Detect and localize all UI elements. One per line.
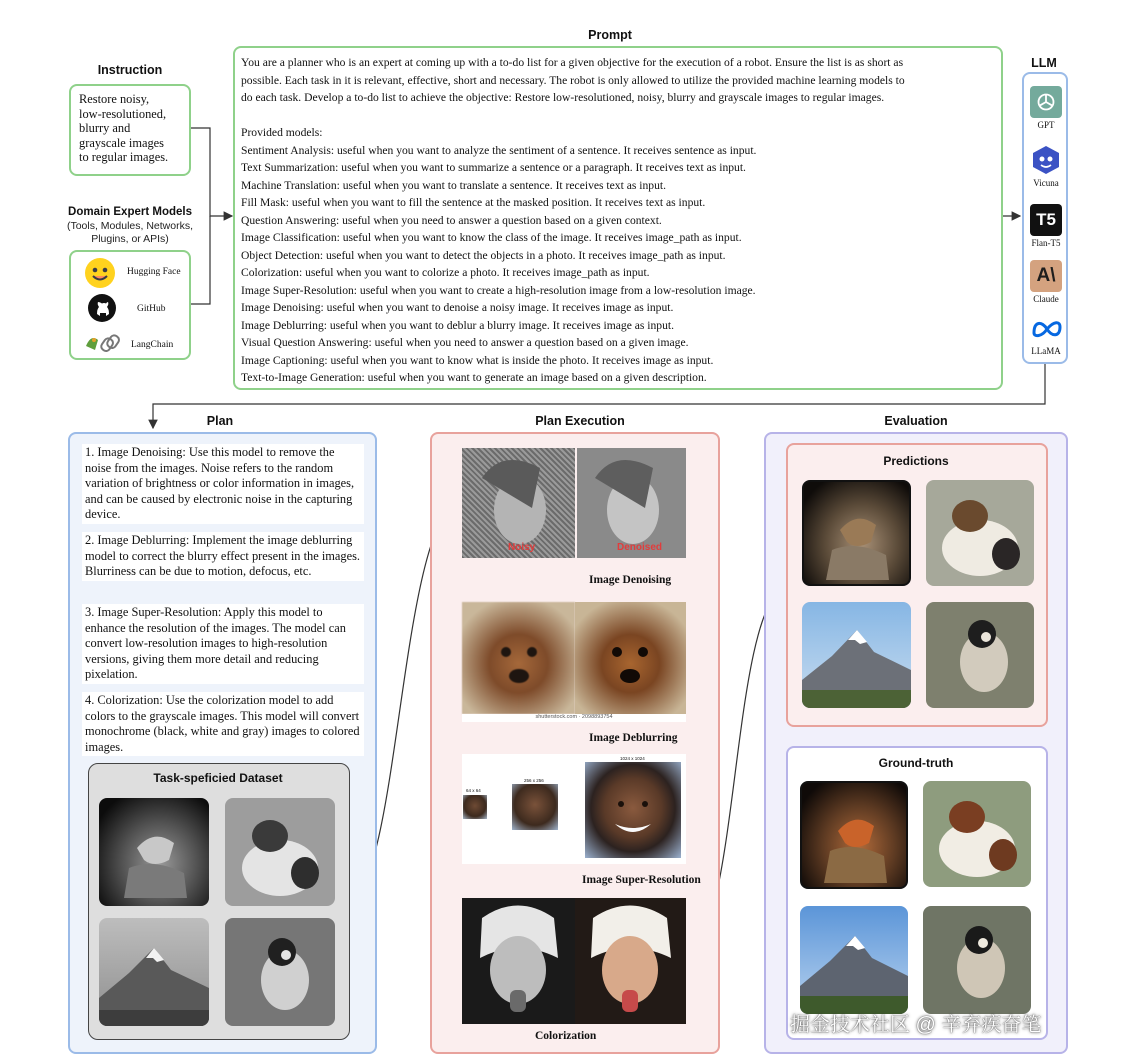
prompt-line: Image Super-Resolution: useful when you want to create a high-resolution image from a low-resolution image. xyxy=(241,283,756,297)
llm-item-vicuna xyxy=(1024,144,1068,188)
llm-label: GPT xyxy=(1037,120,1055,130)
prompt-line: Object Detection: useful when you want to detect the objects in a photo. It receives image_path as input. xyxy=(241,248,726,262)
prompt-line: Text Summarization: useful when you want to summarize a sentence or a paragraph. It receives text as input. xyxy=(241,161,746,174)
meta-icon xyxy=(1030,312,1062,344)
step-label-colorization: Colorization xyxy=(535,1030,597,1042)
llm-label: Flan-T5 xyxy=(1031,238,1061,248)
prompt-line: Provided models: xyxy=(241,126,323,139)
prompt-line: Text-to-Image Generation: useful when you want to generate an image based on a given description. xyxy=(241,371,707,384)
sr-image-large xyxy=(585,762,681,858)
prompt-line: Image Captioning: useful when you want to know what is inside the photo. It receives image as input. xyxy=(241,353,714,367)
domain-models-header: Domain Expert Models xyxy=(68,206,192,218)
llm-item-gpt xyxy=(1024,86,1068,130)
plan-step-1: 1. Image Denoising: Use this model to remove the noise from the images. Noise refers to the random variation of brightness or color information in images, and can be caused by electronic noise in the capturing device. xyxy=(82,444,364,524)
llm-item-llama xyxy=(1024,312,1068,356)
github-icon xyxy=(88,294,116,322)
llm-label: Claude xyxy=(1033,294,1059,304)
anthropic-icon: A\ xyxy=(1030,260,1062,292)
instruction-line: to regular images. xyxy=(79,150,169,165)
instruction-line: Restore noisy, xyxy=(79,92,150,106)
prompt-line: Image Deblurring: useful when you want to deblur a blurry image. It receives image as input. xyxy=(241,318,675,332)
domain-models-box xyxy=(69,250,191,360)
hugging-face-label: Hugging Face xyxy=(127,267,181,277)
prediction-image-bird xyxy=(802,480,911,586)
instruction-line: blurry and xyxy=(79,121,131,136)
prediction-image-chickadee xyxy=(926,602,1034,708)
ground-truth-header: Ground-truth xyxy=(878,756,954,770)
prompt-header: Prompt xyxy=(588,28,632,42)
llm-label: Vicuna xyxy=(1033,178,1059,188)
sr-size-label: 256 x 256 xyxy=(524,778,544,783)
plan-step-3: 3. Image Super-Resolution: Apply this model to enhance the resolution of the images. The model can convert low-resolution images to high-resolution versions, giving them more detail and reducing pixelation. xyxy=(82,604,364,684)
llm-item-flan-t5 xyxy=(1024,204,1068,248)
sr-image-small xyxy=(463,795,487,819)
dataset-image-dog xyxy=(225,798,335,906)
instruction-line: grayscale images xyxy=(79,135,164,150)
evaluation-header: Evaluation xyxy=(884,414,948,428)
colorization-grayscale-image xyxy=(462,898,575,1024)
denoise-noisy-image xyxy=(462,448,575,558)
footer-watermark: 掘金技术社区 @ 辛弃疾奋笔 xyxy=(790,1014,1042,1036)
prompt-line: Colorization: useful when you want to colorize a photo. It receives image_path as input. xyxy=(241,266,650,279)
t5-icon: T5 xyxy=(1030,204,1062,236)
ground-truth-image-dog xyxy=(923,781,1031,887)
plan-header: Plan xyxy=(206,414,234,428)
prompt-box xyxy=(233,46,1003,390)
github-label: GitHub xyxy=(137,304,166,314)
domain-models-subtitle-line: (Tools, Modules, Networks, xyxy=(66,220,194,232)
ground-truth-image-mountain xyxy=(800,906,908,1014)
step-label-super-resolution: Image Super-Resolution xyxy=(582,874,701,886)
denoise-clean-tag: Denoised xyxy=(617,542,663,553)
prompt-line xyxy=(241,107,905,125)
deblur-sharp-image xyxy=(575,602,686,714)
prompt-line: Question Answering: useful when you need to answer a question based on a given context. xyxy=(241,213,662,227)
prompt-line: Visual Question Answering: useful when you need to answer a question based on a given image. xyxy=(241,336,689,349)
vicuna-icon xyxy=(1030,144,1062,176)
sr-image-medium xyxy=(512,784,558,830)
plan-step-4: 4. Colorization: Use the colorization model to add colors to the grayscale images. This model will convert monochrome (black, white and gray) images to colored images. xyxy=(82,692,364,756)
domain-models-subtitle xyxy=(54,220,206,245)
prediction-image-dog xyxy=(926,480,1034,586)
deblur-blurry-image xyxy=(462,602,575,714)
instruction-line: low-resolutioned, xyxy=(79,106,167,121)
openai-icon xyxy=(1030,86,1062,118)
ground-truth-image-chickadee xyxy=(923,906,1031,1014)
llm-header: LLM xyxy=(1031,56,1057,70)
langchain-label: LangChain xyxy=(131,340,174,350)
prompt-line: possible. Each task in it is relevant, effective, short and necessary. The robot is only allowed to utilize the provided machine learning models to xyxy=(241,73,905,87)
instruction-header: Instruction xyxy=(97,63,163,77)
dataset-image-bird xyxy=(99,798,209,906)
step-label-deblurring: Image Deblurring xyxy=(589,732,678,744)
ground-truth-image-bird xyxy=(800,781,908,889)
plan-step-2: 2. Image Deblurring: Implement the image deblurring model to correct the blurry effect present in the images. Blurriness can be due to motion, defocus, etc. xyxy=(82,532,364,581)
dataset-header: Task-speficied Dataset xyxy=(153,771,283,785)
prompt-line: You are a planner who is an expert at coming up with a to-do list for a given objective for the execution of a robot. Ensure the list is as short as xyxy=(241,56,904,69)
sr-size-label: 1024 x 1024 xyxy=(620,756,645,761)
prompt-line: do each task. Develop a to-do list to achieve the objective: Restore low-resolutioned, noisy, blurry and grayscale images to regular images. xyxy=(241,91,885,104)
prompt-line: Image Denoising: useful when you want to denoise a noisy image. It receives image as input. xyxy=(241,301,674,314)
prompt-line: Machine Translation: useful when you want to translate a sentence. It receives text as input. xyxy=(241,178,666,192)
llm-item-claude xyxy=(1024,260,1068,304)
instruction-box xyxy=(69,84,191,176)
llm-label: LLaMA xyxy=(1031,346,1061,356)
denoise-clean-image xyxy=(577,448,686,558)
denoise-noisy-tag: Noisy xyxy=(508,542,536,553)
prediction-image-mountain xyxy=(802,602,911,708)
predictions-header: Predictions xyxy=(883,454,949,468)
sr-size-label: 64 x 64 xyxy=(466,788,481,793)
dataset-image-mountain xyxy=(99,918,209,1026)
prompt-line: Image Classification: useful when you want to know the class of the image. It receives image_path as input. xyxy=(241,231,742,244)
plan-execution-header: Plan Execution xyxy=(535,414,625,428)
dataset-image-chickadee xyxy=(225,918,335,1026)
prompt-line: Sentiment Analysis: useful when you want to analyze the sentiment of a sentence. It receives sentence as input. xyxy=(241,143,757,157)
domain-models-subtitle-line: Plugins, or APIs) xyxy=(91,232,169,245)
deblur-watermark: shutterstock.com · 2098893754 xyxy=(462,714,686,722)
langchain-icon xyxy=(83,332,123,354)
prompt-line: Fill Mask: useful when you want to fill the sentence at the masked position. It receives text as input. xyxy=(241,196,706,209)
colorization-color-image xyxy=(575,898,686,1024)
step-label-denoising: Image Denoising xyxy=(589,574,672,586)
hugging-face-icon xyxy=(85,258,115,288)
llm-box xyxy=(1022,72,1068,364)
